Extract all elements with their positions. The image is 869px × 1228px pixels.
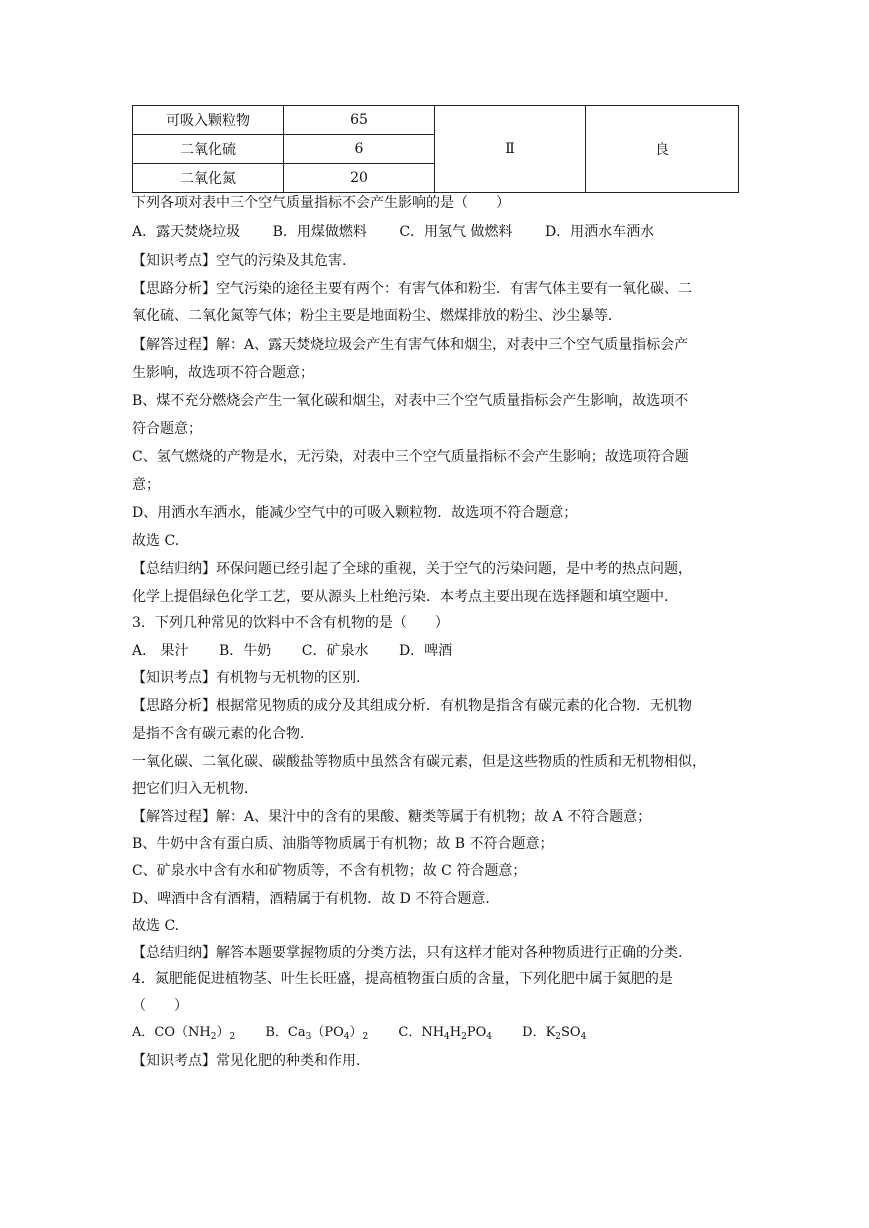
question-stem: 3．下列几种常见的饮料中不含有机物的是（ ） (132, 615, 449, 631)
solution-line: C、氢气燃烧的产物是水，无污染，对表中三个空气质量指标不会产生影响；故选项符合题 (132, 449, 689, 465)
solution-line: 【解答过程】解：A、露天焚烧垃圾会产生有害气体和烟尘，对表中三个空气质量指标会产 (132, 337, 689, 353)
option-d: D．用洒水车洒水 (544, 224, 655, 240)
answer-options (132, 642, 452, 660)
answer-choice: 故选 C. (132, 533, 180, 549)
solution-line: D、用洒水车洒水，能减少空气中的可吸入颗粒物．故选项不符合题意； (132, 505, 578, 521)
quality-status-cell: 良 (586, 106, 739, 193)
solution-line: D、啤酒中含有酒精，酒精属于有机物．故 D 不符合题意． (132, 891, 500, 907)
solution-line: B、牛奶中含有蛋白质、油脂等物质属于有机物；故 B 不符合题意； (132, 836, 554, 852)
summary-line: 【总结归纳】环保问题已经引起了全球的重视，关于空气的污染问题，是中考的热点问题， (132, 561, 692, 577)
air-quality-table (132, 105, 739, 193)
question-stem: 4．氮肥能促进植物茎、叶生长旺盛，提高植物蛋白质的含量，下列化肥中属于氮肥的是 (132, 971, 673, 987)
option-d: D．$K_2SO_4$ (522, 1025, 587, 1042)
option-b: B．用煤做燃料 (272, 224, 367, 240)
table-row (133, 106, 739, 135)
option-c: C．$NH_4H_2PO_4$ (398, 1025, 492, 1042)
option-b: B．$Ca_3(PO_4)_2$ (265, 1025, 369, 1042)
pollutant-name-cell: 二氧化硫 (133, 135, 284, 164)
quality-level-cell: Ⅱ (435, 106, 586, 193)
knowledge-point: 【知识考点】空气的污染及其危害. (132, 253, 347, 269)
pollutant-value-cell: 65 (284, 106, 435, 135)
summary-line: 化学上提倡绿色化学工艺，要从源头上杜绝污染．本考点主要出现在选择题和填空题中. (132, 589, 669, 605)
knowledge-point: 【知识考点】常见化肥的种类和作用. (132, 1053, 361, 1069)
solution-line: 意； (132, 477, 160, 493)
knowledge-point: 【知识考点】有机物与无机物的区别. (132, 670, 361, 686)
answer-options (132, 223, 654, 241)
pollutant-value-cell: 6 (284, 135, 435, 164)
solution-line: C、矿泉水中含有水和矿物质等，不含有机物；故 C 符合题意； (132, 863, 527, 879)
analysis-line: 【思路分析】空气污染的途径主要有两个：有害气体和粉尘．有害气体主要有一氧化碳、二 (132, 281, 692, 297)
analysis-line: 【思路分析】根据常见物质的成分及其组成分析．有机物是指含有碳元素的化合物．无机物 (132, 698, 692, 714)
pollutant-name-cell: 二氧化氮 (133, 164, 284, 193)
analysis-line: 把它们归入无机物． (132, 781, 258, 797)
analysis-line: 一氧化碳、二氧化碳、碳酸盐等物质中虽然含有碳元素，但是这些物质的性质和无机物相似， (132, 754, 706, 770)
question-stem: 下列各项对表中三个空气质量指标不会产生影响的是（ ） (132, 195, 510, 211)
analysis-line: 氧化硫、二氧化氮等气体；粉尘主要是地面粉尘、燃煤排放的粉尘、沙尘暴等． (132, 308, 622, 324)
option-c: C．用氢气 做燃料 (399, 224, 513, 240)
solution-line: 【解答过程】解：A、果汁中的含有的果酸、糖类等属于有机物；故 A 不符合题意； (132, 809, 652, 825)
option-c: C．矿泉水 (301, 643, 369, 659)
summary-line: 【总结归纳】解答本题要掌握物质的分类方法，只有这样才能对各种物质进行正确的分类. (132, 945, 683, 961)
question-stem-cont: （ ） (132, 998, 188, 1014)
pollutant-value-cell: 20 (284, 164, 435, 193)
option-a: A．露天焚烧垃圾 (132, 224, 241, 240)
answer-options (132, 1024, 586, 1046)
analysis-line: 是指不含有碳元素的化合物． (132, 726, 314, 742)
answer-choice: 故选 C. (132, 918, 180, 934)
option-b: B．牛奶 (219, 643, 272, 659)
solution-line: B、煤不充分燃烧会产生一氧化碳和烟尘，对表中三个空气质量指标会产生影响，故选项不 (132, 393, 689, 409)
solution-line: 符合题意； (132, 421, 202, 437)
option-d: D．啤酒 (398, 643, 453, 659)
option-a: A．$CO(NH_2)_2$ (132, 1025, 236, 1042)
option-a: A． 果汁 (132, 643, 189, 659)
solution-line: 生影响，故选项不符合题意； (132, 365, 314, 381)
pollutant-name-cell: 可吸入颗粒物 (133, 106, 284, 135)
